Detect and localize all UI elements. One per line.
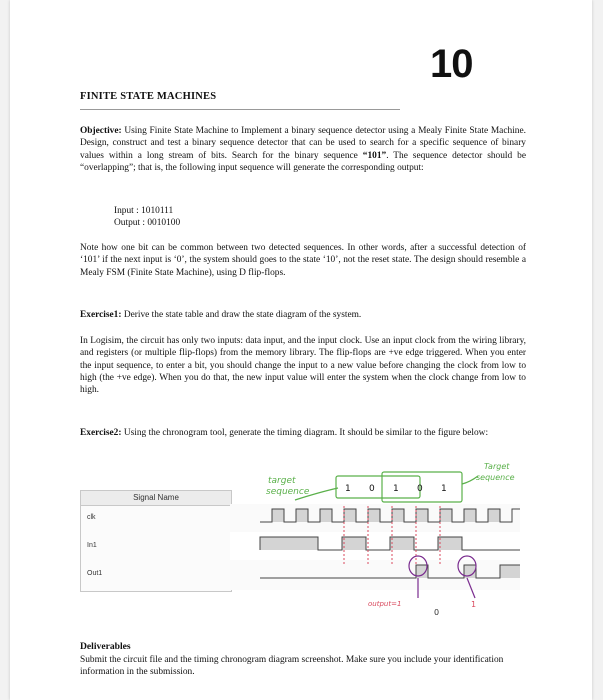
exercise1-text: Derive the state table and draw the state diagram of the system. xyxy=(121,310,362,320)
signal-label-out1: Out1 xyxy=(87,570,103,577)
deliverables-title: Deliverables xyxy=(80,641,131,652)
signal-label-clk: clk xyxy=(87,514,96,521)
exercise2-label: Exercise2: xyxy=(80,428,122,438)
annotation-output-label: output=1 xyxy=(368,600,402,608)
exercise2-text: Using the chronogram tool, generate the timing diagram. It should be similar to the figure below: xyxy=(121,428,489,438)
bit-label-0: 1 xyxy=(345,484,351,494)
logisim-paragraph: In Logisim, the circuit has only two inputs: data input, and the input clock. Use an input clock from the wiring library, and registers (or multiple flip-flops) from the memory library. The flip-flops are +ve edge triggered. When you enter the input sequence, to enter a bit, you should change the input to a new value before changing the clock from low to high (the +ve edge). When you do that, the new input value will enter the system when the clock change from low to high. xyxy=(80,336,526,396)
exercise2-paragraph xyxy=(80,427,526,439)
annotation-output-zero: 0 xyxy=(434,608,440,617)
target-sequence-brackets xyxy=(295,472,478,502)
objective-label: Objective: xyxy=(80,126,122,136)
timing-waveforms xyxy=(80,462,530,622)
annotation-target-left-1: target xyxy=(268,476,296,486)
objective-text-b: . The sequence detector should be “overlapping”; that is, the following input sequence will generate the corresponding output: xyxy=(80,150,526,173)
exercise1-paragraph xyxy=(80,309,526,321)
input-example: Input : 1010111 xyxy=(114,206,174,216)
objective-text-a: Using Finite State Machine to Implement a binary sequence detector using a Mealy Finite State Machine. Design, construct and test a binary sequence detector that can be used to search for a specific sequence of binary values within a long stream of bits. Search for the binary sequence xyxy=(80,126,526,161)
signal-label-in1: In1 xyxy=(87,542,97,549)
annotation-target-right-2: sequence xyxy=(476,473,515,482)
bit-label-3: 0 xyxy=(417,484,423,494)
deliverables-text: Submit the circuit file and the timing chronogram diagram screenshot. Make sure you include your identification information in the submission. xyxy=(80,655,504,677)
page-title: FINITE STATE MACHINES xyxy=(80,91,217,102)
output-example: Output : 0010100 xyxy=(114,218,181,228)
bit-label-2: 1 xyxy=(393,484,399,494)
annotation-output-one: 1 xyxy=(471,600,477,609)
timing-diagram-figure xyxy=(80,462,530,622)
lab-number: 10 xyxy=(430,42,473,86)
title-underline xyxy=(80,109,400,110)
signal-name-header: Signal Name xyxy=(81,491,231,506)
note-paragraph: Note how one bit can be common between two detected sequences. In other words, after a successful detection of ‘101’ if the next input is ‘0’, the system should goes to the state ‘10’, not the reset state. The design should resemble a Mealy FSM (Finite State Machine), using D flip-flops. xyxy=(80,243,526,278)
objective-sequence: “101” xyxy=(362,150,387,161)
annotation-target-left-2: sequence xyxy=(266,487,310,497)
document-page xyxy=(10,0,592,700)
bit-label-1: 0 xyxy=(369,484,375,494)
bit-label-4: 1 xyxy=(441,484,447,494)
exercise1-label: Exercise1: xyxy=(80,310,122,320)
annotation-target-right-1: Target xyxy=(484,462,510,471)
objective-paragraph xyxy=(80,125,526,174)
